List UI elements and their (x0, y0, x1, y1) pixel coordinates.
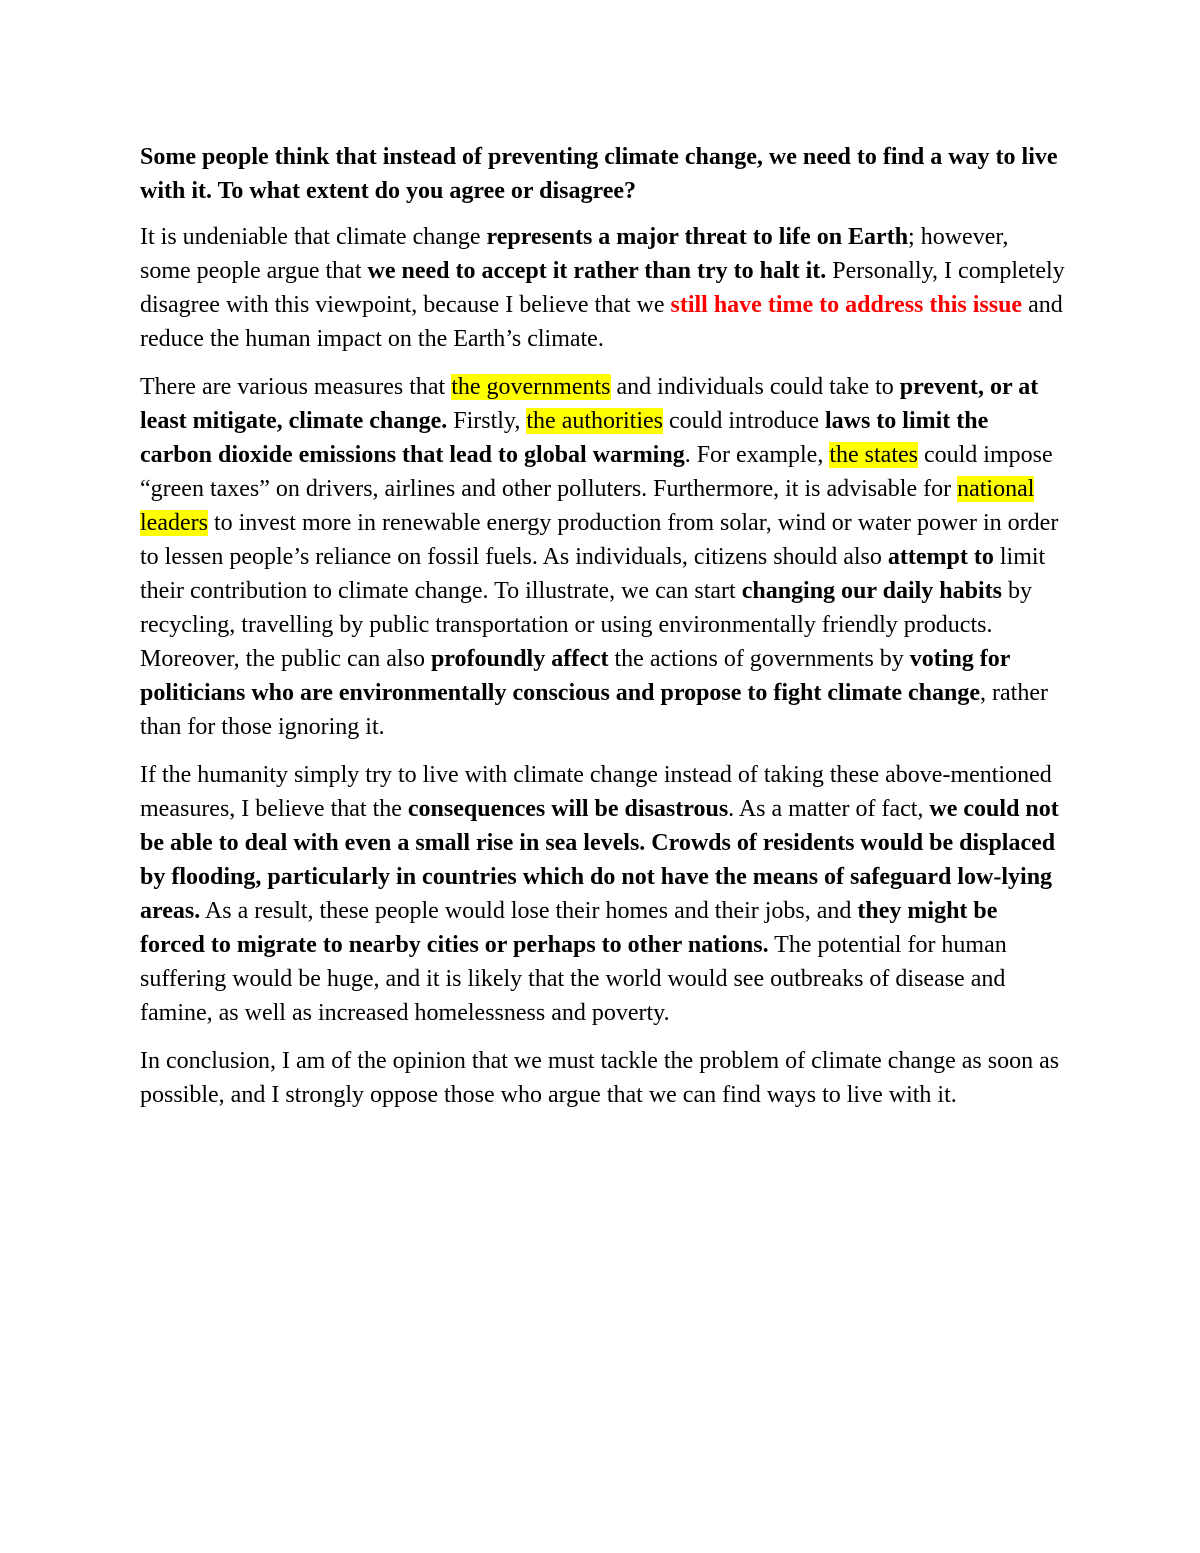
bold-text-run: voting for politicians who are environmentally conscious and propose to fight climate change (140, 646, 1010, 706)
bold-text-run: profoundly affect (430, 646, 609, 672)
bold-text-run: represents a major threat to life on Earth (486, 224, 909, 250)
text-run: As a result, these people would lose their homes and their jobs, and (200, 898, 858, 924)
text-run: There are various measures that (140, 374, 452, 400)
bold-text-run: consequences will be disastrous (407, 796, 729, 822)
bold-text-run: changing our daily habits (741, 578, 1002, 604)
bold-text-run: we need to accept it rather than try to halt it. (367, 258, 827, 284)
text-run: , rather than for those ignoring it. (140, 680, 1048, 740)
text-run: If the humanity simply try to live with climate change instead of taking these above-mentioned measures, I believe that the (140, 762, 1052, 822)
text-run: and reduce the human impact on the Earth’s climate. (140, 292, 1063, 352)
text-run: . As a matter of fact, (728, 796, 930, 822)
highlighted-text-run: national leaders (140, 476, 1035, 536)
text-run: could impose “green taxes” on drivers, airlines and other polluters. Furthermore, it is advisable for (140, 442, 1053, 502)
text-run: Personally, I completely disagree with this viewpoint, because I believe that we (140, 258, 1065, 318)
text-run: In conclusion, I am of the opinion that we must tackle the problem of climate change as soon as possible, and I strongly oppose those who argue that we can find ways to live with it. (140, 1048, 1060, 1108)
intro-paragraph (140, 220, 1065, 356)
text-run: to invest more in renewable energy production from solar, wind or water power in order to lessen people’s reliance on fossil fuels. As individuals, citizens should also (140, 510, 1059, 570)
bold-text-run: attempt to (887, 544, 994, 570)
text-run: The potential for human suffering would be huge, and it is likely that the world would see outbreaks of disease and famine, as well as increased homelessness and poverty. (140, 932, 1007, 1026)
bold-text-run: prevent, or at least mitigate, climate change. (140, 374, 1039, 434)
bold-text-run: we could not be able to deal with even a small rise in sea levels. Crowds of residents would be displaced by flooding, particularly in countries which do not have the means of safeguard low-lying areas. (140, 796, 1059, 924)
text-run: by recycling, travelling by public transportation or using environmentally friendly products. Moreover, the public can also (140, 578, 1032, 672)
highlighted-text-run: the governments (451, 374, 611, 400)
text-run: Firstly, (447, 408, 527, 434)
conclusion-paragraph (140, 1044, 1065, 1112)
highlighted-text-run: the authorities (526, 408, 664, 434)
red-emphasis-text-run: still have time to address this issue (670, 292, 1023, 318)
text-run: It is undeniable that climate change (140, 224, 487, 250)
essay-body (140, 220, 1065, 1112)
body-paragraph-measures (140, 370, 1065, 744)
text-run: and individuals could take to (610, 374, 900, 400)
text-run: limit their contribution to climate change. To illustrate, we can start (140, 544, 1046, 604)
essay-question: Some people think that instead of preventing climate change, we need to find a way to live with it. To what extent do you agree or disagree? (140, 144, 1058, 204)
text-run: . For example, (684, 442, 830, 468)
text-run: the actions of governments by (608, 646, 910, 672)
bold-text-run: laws to limit the carbon dioxide emissions that lead to global warming (140, 408, 989, 468)
body-paragraph-consequences (140, 758, 1065, 1030)
document-page (140, 140, 1065, 1126)
text-run: ; however, some people argue that (140, 224, 1009, 284)
highlighted-text-run: the states (829, 442, 918, 468)
text-run: could introduce (663, 408, 825, 434)
bold-text-run: they might be forced to migrate to nearby cities or perhaps to other nations. (140, 898, 998, 958)
